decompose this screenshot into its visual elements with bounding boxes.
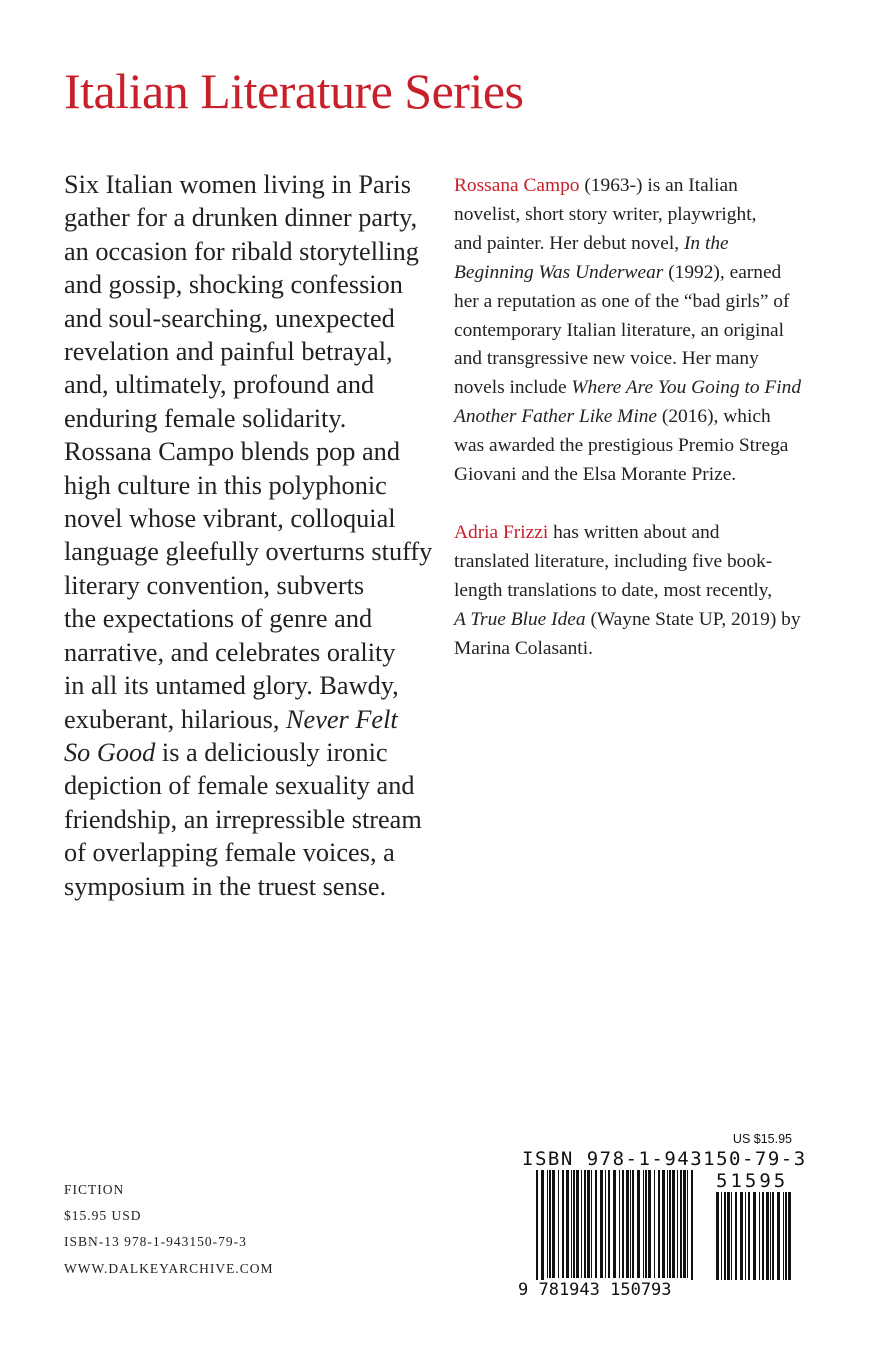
text-run: (Wayne State UP, 2019) by: [585, 608, 801, 630]
publisher-website: WWW.DALKEYARCHIVE.COM: [64, 1260, 274, 1276]
barcode-bar: [613, 1170, 616, 1278]
barcode-bar: [683, 1170, 686, 1278]
barcode-addon-bar: [762, 1192, 764, 1280]
barcode-bar: [547, 1170, 548, 1278]
text-run: translated literature, including five book-: [454, 550, 773, 572]
barcode-bar: [595, 1170, 597, 1278]
author-bio: [454, 172, 814, 490]
text-line: [454, 548, 814, 577]
barcode-addon-bar: [766, 1192, 769, 1280]
barcode-addon-bar: [724, 1192, 726, 1280]
barcode-bar: [648, 1170, 651, 1278]
barcode-bar: [691, 1170, 693, 1280]
barcode-addon-bar: [716, 1192, 719, 1280]
text-line: [454, 374, 814, 403]
text-line: [64, 168, 424, 201]
text-run: Marina Colasanti.: [454, 637, 593, 659]
barcode-bar: [630, 1170, 631, 1278]
text-run: (1992), earned: [663, 261, 782, 283]
barcode-bar: [669, 1170, 671, 1278]
text-run: (2016), which: [657, 406, 771, 428]
barcode-addon-bar: [785, 1192, 787, 1280]
barcode-bar: [654, 1170, 655, 1278]
text-run: has written about and: [548, 522, 720, 543]
text-line: [454, 259, 814, 288]
text-line: [454, 635, 814, 664]
barcode-addon-bar: [777, 1192, 780, 1280]
barcode-bar: [672, 1170, 675, 1278]
barcode-bar: [608, 1170, 610, 1278]
barcode-addon-bar: [770, 1192, 771, 1280]
text-run: contemporary Italian literature, an original: [454, 319, 785, 341]
text-run: the expectations of genre and: [64, 604, 373, 634]
barcode-addon-bar: [783, 1192, 784, 1280]
barcode-bar: [632, 1170, 634, 1278]
text-run: symposium in the truest sense.: [64, 871, 387, 901]
barcode-addon-bar: [748, 1192, 750, 1280]
barcode-bar: [536, 1170, 538, 1280]
text-run: length translations to date, most recently,: [454, 579, 773, 601]
barcode-bar: [549, 1170, 551, 1278]
text-line: [64, 502, 424, 535]
text-run: and, ultimately, profound and: [64, 370, 375, 400]
barcode-bar: [566, 1170, 569, 1278]
text-run: literary convention, subverts: [64, 570, 365, 600]
text-line: [454, 345, 814, 374]
text-line: [454, 201, 814, 230]
barcode-bar: [687, 1170, 688, 1278]
barcode-bar: [584, 1170, 586, 1278]
barcode-addon-bar: [753, 1192, 756, 1280]
price-label: $15.95 USD: [64, 1208, 142, 1224]
italic-title: Another Father Like Mine: [454, 406, 658, 428]
person-name: Rossana Campo: [454, 175, 580, 196]
text-run: novels include: [454, 377, 572, 399]
text-run: novelist, short story writer, playwright,: [454, 203, 757, 225]
barcode-addon-bar: [740, 1192, 743, 1280]
barcode-bar: [562, 1170, 564, 1278]
barcode-bar: [552, 1170, 555, 1278]
barcode-bar: [637, 1170, 640, 1278]
person-name: Adria Frizzi: [454, 522, 549, 543]
italic-title: Beginning Was Underwear: [454, 261, 664, 283]
barcode-bar: [643, 1170, 644, 1278]
text-line: [454, 461, 814, 490]
text-line: [64, 569, 424, 602]
text-line: [64, 602, 424, 635]
barcode-addon-bar: [745, 1192, 746, 1280]
text-run: language gleefully overturns stuffy: [64, 537, 433, 567]
text-line: [64, 268, 424, 301]
text-run: novel whose vibrant, colloquial: [64, 504, 396, 534]
text-run: in all its untamed glory. Bawdy,: [64, 671, 399, 701]
barcode-bar: [622, 1170, 624, 1278]
text-line: [454, 288, 814, 317]
text-line: [64, 636, 424, 669]
italic-title: So Good: [64, 737, 156, 767]
text-run: and painter. Her debut novel,: [454, 232, 684, 254]
text-run: of overlapping female voices, a: [64, 838, 395, 868]
translator-bio: [454, 519, 814, 664]
text-line: [64, 402, 424, 435]
text-line: [64, 469, 424, 502]
barcode-addon-bar: [721, 1192, 722, 1280]
text-line: [64, 870, 424, 903]
barcode-bar: [587, 1170, 590, 1278]
text-run: exuberant, hilarious,: [64, 704, 286, 734]
barcode-bar: [600, 1170, 603, 1278]
barcode-bar: [571, 1170, 572, 1278]
text-run: revelation and painful betrayal,: [64, 337, 393, 367]
italic-title: In the: [683, 232, 729, 254]
barcode-bar: [558, 1170, 559, 1278]
barcode-bar: [662, 1170, 665, 1278]
barcode-addon-bar: [759, 1192, 760, 1280]
text-run: Six Italian women living in Paris: [64, 170, 411, 199]
text-line: [64, 235, 424, 268]
text-line: [64, 736, 424, 769]
text-line: [454, 172, 814, 201]
text-run: narrative, and celebrates orality: [64, 637, 396, 667]
barcode-bar: [576, 1170, 579, 1278]
text-line: [454, 230, 814, 259]
text-run: an occasion for ribald storytelling: [64, 236, 419, 266]
barcode-graphic: [518, 1170, 798, 1280]
category-label: FICTION: [64, 1182, 125, 1197]
isbn-label: ISBN-13 978-1-943150-79-3: [64, 1234, 247, 1250]
text-run: was awarded the prestigious Premio Strega: [454, 435, 789, 457]
text-line: [64, 335, 424, 368]
text-line: [64, 302, 424, 335]
barcode-addon-bar: [772, 1192, 774, 1280]
barcode-bar: [573, 1170, 575, 1278]
text-run: high culture in this polyphonic: [64, 470, 387, 500]
text-run: her a reputation as one of the “bad girls” of: [454, 290, 790, 312]
text-line: [64, 769, 424, 802]
text-line: [64, 201, 424, 234]
barcode-addon-bar: [731, 1192, 732, 1280]
text-line: [454, 403, 814, 432]
text-line: [454, 606, 814, 635]
text-run: and soul-searching, unexpected: [64, 303, 395, 333]
barcode-isbn-label: ISBN 978-1-943150-79-3: [522, 1148, 807, 1170]
barcode-bar: [677, 1170, 678, 1278]
barcode-addon-digits: 51595: [716, 1170, 789, 1192]
barcode-bar: [619, 1170, 620, 1278]
text-line: [64, 703, 424, 736]
barcode-bar: [680, 1170, 682, 1278]
text-line: [64, 803, 424, 836]
italic-title: Where Are You Going to Find: [571, 377, 802, 399]
barcode-bar: [626, 1170, 629, 1278]
text-line: [454, 577, 814, 606]
barcode-bar: [581, 1170, 582, 1278]
book-metadata: [64, 1177, 274, 1282]
barcode-bar: [667, 1170, 668, 1278]
barcode-bar: [541, 1170, 544, 1280]
series-title: Italian Literature Series: [64, 63, 524, 119]
barcode-digits: 9 781943 150793: [518, 1280, 672, 1300]
text-run: depiction of female sexuality and: [64, 771, 415, 801]
text-run: gather for a drunken dinner party,: [64, 203, 418, 233]
text-run: and transgressive new voice. Her many: [454, 348, 759, 370]
book-blurb: [64, 168, 433, 903]
barcode-bar: [591, 1170, 592, 1278]
barcode-bar: [645, 1170, 647, 1278]
text-line: [454, 432, 814, 461]
text-line: [454, 519, 814, 548]
text-line: [64, 669, 424, 702]
text-line: [64, 836, 424, 869]
text-line: [64, 368, 424, 401]
barcode-block: [518, 1132, 807, 1304]
barcode-addon-bar: [727, 1192, 730, 1280]
barcode-addon-bar: [788, 1192, 791, 1280]
barcode-addon-bar: [735, 1192, 737, 1280]
text-run: friendship, an irrepressible stream: [64, 804, 422, 834]
italic-title: Never Felt: [286, 704, 398, 734]
text-run: Rossana Campo blends pop and: [64, 437, 400, 467]
barcode-bar: [605, 1170, 606, 1278]
text-line: [64, 535, 433, 568]
text-line: [454, 317, 814, 346]
italic-title: A True Blue Idea: [454, 608, 586, 630]
text-run: (1963-) is an Italian: [579, 175, 738, 196]
text-line: [64, 435, 424, 468]
text-run: Giovani and the Elsa Morante Prize.: [454, 464, 737, 486]
text-run: enduring female solidarity.: [64, 403, 347, 433]
barcode-price: US $15.95: [732, 1132, 792, 1146]
text-run: and gossip, shocking confession: [64, 270, 403, 300]
text-run: is a deliciously ironic: [155, 737, 388, 767]
barcode-bar: [658, 1170, 660, 1278]
